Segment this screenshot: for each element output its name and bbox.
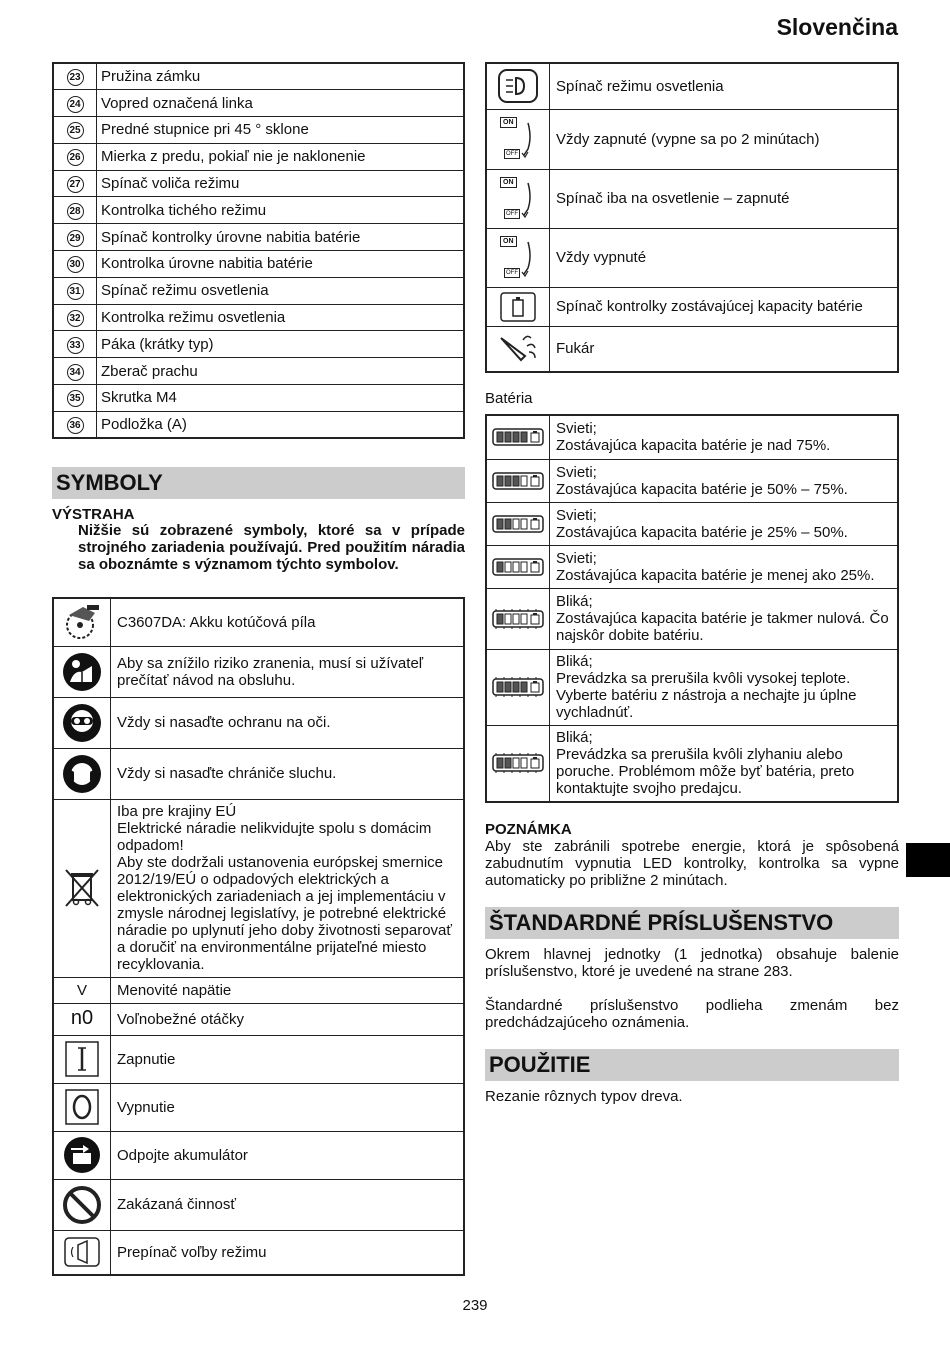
battery-description-line: Svieti; bbox=[556, 420, 597, 438]
light-mode-table bbox=[485, 62, 899, 373]
symbol-description-line: Elektrické náradie nelikvidujte spolu s domácim odpadom! bbox=[117, 820, 432, 854]
battery-2-icon bbox=[487, 514, 549, 534]
battery-row bbox=[486, 545, 898, 588]
part-number-badge: 35 bbox=[67, 390, 84, 407]
part-number-badge: 23 bbox=[67, 69, 84, 86]
light-mode-label: Vždy vypnuté bbox=[550, 228, 899, 287]
on-label: ON bbox=[500, 177, 517, 188]
part-label: Pružina zámku bbox=[97, 63, 465, 90]
battery-row bbox=[486, 415, 898, 459]
off-label: OFF bbox=[506, 210, 518, 217]
battery-table bbox=[485, 414, 899, 803]
circular-saw-icon bbox=[54, 601, 110, 643]
battery-blink-all-icon bbox=[487, 677, 549, 697]
language-title: Slovenčina bbox=[776, 14, 898, 40]
battery-description bbox=[550, 588, 899, 649]
battery-description-line: Svieti; bbox=[556, 506, 597, 524]
part-number-badge: 24 bbox=[67, 96, 84, 113]
parts-row bbox=[53, 63, 464, 90]
parts-row bbox=[53, 304, 464, 331]
symbol-description bbox=[111, 748, 465, 799]
part-number-badge: 26 bbox=[67, 149, 84, 166]
part-label: Skrutka M4 bbox=[97, 385, 465, 412]
light-mode-label: Spínač kontrolky zostávajúcej kapacity batérie bbox=[550, 287, 899, 326]
part-number-badge: 27 bbox=[67, 176, 84, 193]
parts-row bbox=[53, 251, 464, 278]
read-manual-icon bbox=[54, 652, 110, 692]
on-off-icon bbox=[498, 234, 538, 282]
symbol-row bbox=[53, 1035, 464, 1083]
light-mode-label: Spínač iba na osvetlenie – zapnuté bbox=[550, 169, 899, 228]
part-number-badge: 34 bbox=[67, 364, 84, 381]
symbol-row bbox=[53, 1230, 464, 1275]
part-label: Vopred označená linka bbox=[97, 90, 465, 117]
battery-blink-fault-icon bbox=[487, 753, 549, 773]
symbol-description-line: Vždy si nasaďte ochranu na oči. bbox=[117, 714, 331, 731]
eye-protection-icon bbox=[54, 703, 110, 743]
symbol-row bbox=[53, 697, 464, 748]
part-number-badge: 28 bbox=[67, 203, 84, 220]
battery-4-icon bbox=[487, 427, 549, 447]
part-number-badge: 25 bbox=[67, 122, 84, 139]
symbol-row bbox=[53, 646, 464, 697]
accessories-paragraph-1: Okrem hlavnej jednotky (1 jednotka) obsahuje balenie príslušenstvo, ktoré je uvedené na strane 283. bbox=[485, 946, 899, 980]
power-off-icon bbox=[54, 1089, 110, 1125]
usage-heading: POUŽITIE bbox=[485, 1049, 899, 1081]
battery-description-line: Bliká; bbox=[556, 729, 593, 747]
battery-description-line: Svieti; bbox=[556, 549, 597, 567]
battery-row bbox=[486, 649, 898, 725]
part-number-badge: 30 bbox=[67, 256, 84, 273]
parts-row bbox=[53, 197, 464, 224]
weee-bin-icon bbox=[54, 866, 110, 910]
symbol-description-line: Odpojte akumulátor bbox=[117, 1146, 248, 1164]
part-label: Páka (krátky typ) bbox=[97, 331, 465, 358]
battery-description bbox=[550, 545, 899, 588]
warning-text: Nižšie sú zobrazené symboly, ktoré sa v prípade strojného zariadenia používajú. Pred použitím náradia sa oboznámte s významom týchto symbolov. bbox=[78, 522, 465, 573]
symbol-row bbox=[53, 1131, 464, 1179]
blower-icon bbox=[487, 332, 549, 366]
symbol-row bbox=[53, 977, 464, 1003]
part-label: Spínač režimu osvetlenia bbox=[97, 277, 465, 304]
parts-row bbox=[53, 117, 464, 144]
symbol-description-line: Zakázaná činnosť bbox=[117, 1196, 237, 1213]
note-title: POZNÁMKA bbox=[485, 821, 572, 838]
symbol-description bbox=[111, 1003, 465, 1035]
ear-protection-icon bbox=[54, 754, 110, 794]
accessories-paragraph-2: Štandardné príslušenstvo podlieha zmenám bez predchádzajúceho oznámenia. bbox=[485, 997, 899, 1031]
part-number-badge: 33 bbox=[67, 337, 84, 354]
symbol-row bbox=[53, 799, 464, 977]
light-mode-row bbox=[486, 63, 898, 109]
part-number-badge: 36 bbox=[67, 417, 84, 434]
on-label: ON bbox=[500, 236, 517, 247]
battery-description-line: Zostávajúca kapacita batérie je menej ako 25%. bbox=[556, 566, 875, 584]
light-mode-label: Fukár bbox=[550, 326, 899, 372]
symbol-description-line: Voľnobežné otáčky bbox=[117, 1010, 244, 1028]
battery-description bbox=[550, 415, 899, 459]
symbol-description bbox=[111, 697, 465, 748]
symbol-description bbox=[111, 1131, 465, 1179]
light-mode-row bbox=[486, 326, 898, 372]
part-label: Spínač voliča režimu bbox=[97, 170, 465, 197]
symbol-row bbox=[53, 598, 464, 646]
parts-row bbox=[53, 358, 464, 385]
battery-description bbox=[550, 459, 899, 502]
part-number-badge: 29 bbox=[67, 230, 84, 247]
light-mode-row bbox=[486, 228, 898, 287]
symbol-description-line: C3607DA: Akku kotúčová píla bbox=[117, 613, 316, 631]
part-label: Predné stupnice pri 45 ° sklone bbox=[97, 117, 465, 144]
light-mode-row bbox=[486, 169, 898, 228]
parts-row bbox=[53, 331, 464, 358]
on-label: ON bbox=[500, 117, 517, 128]
part-label: Kontrolka úrovne nabitia batérie bbox=[97, 251, 465, 278]
switch-arrow-icon bbox=[498, 115, 538, 163]
part-number-badge: 32 bbox=[67, 310, 84, 327]
battery-row bbox=[486, 502, 898, 545]
prohibited-icon bbox=[54, 1185, 110, 1225]
parts-row bbox=[53, 411, 464, 438]
battery-1-icon bbox=[487, 557, 549, 577]
parts-row bbox=[53, 90, 464, 117]
off-label: OFF bbox=[506, 151, 518, 157]
symbols-table bbox=[52, 597, 465, 1276]
symbol-description-line: Aby sa znížilo riziko zranenia, musí si užívateľ prečítať návod na obsluhu. bbox=[117, 654, 424, 689]
light-mode-label: Vždy zapnuté (vypne sa po 2 minútach) bbox=[550, 109, 899, 169]
symbol-description bbox=[111, 598, 465, 646]
symbol-row bbox=[53, 1003, 464, 1035]
battery-3-icon bbox=[487, 471, 549, 491]
battery-description-line: Zostávajúca kapacita batérie je nad 75%. bbox=[556, 437, 831, 455]
parts-row bbox=[53, 277, 464, 304]
switch-arrow-icon bbox=[498, 234, 538, 282]
on-off-icon bbox=[498, 115, 538, 163]
mode-switch-icon bbox=[54, 1237, 110, 1267]
page-number: 239 bbox=[462, 1297, 488, 1314]
symbol-description bbox=[111, 1179, 465, 1230]
parts-row bbox=[53, 143, 464, 170]
light-mode-label: Spínač režimu osvetlenia bbox=[550, 63, 899, 109]
battery-description-line: Zostávajúca kapacita batérie je 50% – 75%. bbox=[556, 480, 848, 498]
symbol-description-line: Iba pre krajiny EÚ bbox=[117, 803, 237, 820]
light-mode-row bbox=[486, 109, 898, 169]
power-on-icon bbox=[54, 1041, 110, 1077]
light-mode-icon bbox=[487, 69, 549, 103]
symbol-description bbox=[111, 799, 465, 977]
switch-arrow-icon bbox=[498, 175, 538, 223]
symbol-description bbox=[111, 646, 465, 697]
symbol-description-line: Menovité napätie bbox=[117, 981, 232, 999]
symbols-heading: SYMBOLY bbox=[52, 467, 465, 499]
part-label: Spínač kontrolky úrovne nabitia batérie bbox=[97, 224, 465, 251]
parts-list-table bbox=[52, 62, 465, 439]
part-label: Kontrolka tichého režimu bbox=[97, 197, 465, 224]
battery-description-line: Zostávajúca kapacita batérie je takmer nulová. Čo najskôr dobite batériu. bbox=[556, 610, 889, 644]
battery-description-line: Bliká; bbox=[556, 653, 593, 670]
off-label: OFF bbox=[506, 269, 518, 276]
symbol-description bbox=[111, 977, 465, 1003]
symbol-text-icon: V bbox=[76, 981, 87, 999]
symbol-description bbox=[111, 1083, 465, 1131]
battery-description-line: Svieti; bbox=[556, 463, 597, 481]
battery-description bbox=[550, 502, 899, 545]
battery-check-icon bbox=[487, 292, 549, 322]
light-mode-row bbox=[486, 287, 898, 326]
symbol-text-icon: n0 bbox=[70, 1007, 94, 1029]
symbol-description-line: Vypnutie bbox=[117, 1098, 175, 1116]
symbol-row bbox=[53, 748, 464, 799]
warning-title: VÝSTRAHA bbox=[52, 506, 135, 523]
part-label: Kontrolka režimu osvetlenia bbox=[97, 304, 465, 331]
battery-description-line: Zostávajúca kapacita batérie je 25% – 50%. bbox=[556, 523, 848, 541]
battery-blink-icon bbox=[487, 609, 549, 629]
usage-text: Rezanie rôznych typov dreva. bbox=[485, 1088, 683, 1105]
disconnect-battery-icon bbox=[54, 1136, 110, 1174]
battery-description-line: Bliká; bbox=[556, 593, 593, 610]
section-tab-marker bbox=[906, 843, 950, 877]
battery-title: Batéria bbox=[485, 390, 533, 407]
battery-description-line: Prevádzka sa prerušila kvôli vysokej teplote. Vyberte batériu z nástroja a nechajte ju úplne vychladnúť. bbox=[556, 670, 857, 721]
part-label: Podložka (A) bbox=[97, 411, 465, 438]
part-label: Mierka z predu, pokiaľ nie je naklonenie bbox=[97, 143, 465, 170]
on-off-icon bbox=[498, 175, 538, 223]
part-number-badge: 31 bbox=[67, 283, 84, 300]
battery-description-line: Prevádzka sa prerušila kvôli zlyhaniu alebo poruche. Problémom môže byť batéria, preto kontaktujte svojho predajcu. bbox=[556, 746, 855, 798]
symbol-description-line: Aby ste dodržali ustanovenia európskej smernice 2012/19/EÚ o odpadových elektrických a elektronických zariadeniach a jej implementáciu v zmysle národnej legislatívy, je potrebné elektrické náradie po uplynutí jeho doby životnosti separovať a doručiť na environmentálne prijateľné miesto recyklovania. bbox=[117, 854, 453, 973]
symbol-description bbox=[111, 1035, 465, 1083]
accessories-heading: ŠTANDARDNÉ PRÍSLUŠENSTVO bbox=[485, 907, 899, 939]
battery-row bbox=[486, 459, 898, 502]
note-text: Aby ste zabránili spotrebe energie, ktorá je spôsobená zabudnutím vypnutia LED kontrolky, kontrolka sa vypne automaticky po približne 2 minútach. bbox=[485, 838, 899, 889]
parts-row bbox=[53, 385, 464, 412]
parts-row bbox=[53, 170, 464, 197]
symbol-description-line: Vždy si nasaďte chrániče sluchu. bbox=[117, 765, 337, 782]
battery-row bbox=[486, 588, 898, 649]
symbol-description-line: Zapnutie bbox=[117, 1050, 176, 1068]
battery-row bbox=[486, 725, 898, 802]
symbol-row bbox=[53, 1083, 464, 1131]
battery-description bbox=[550, 649, 899, 725]
symbol-row bbox=[53, 1179, 464, 1230]
battery-description bbox=[550, 725, 899, 802]
part-label: Zberač prachu bbox=[97, 358, 465, 385]
parts-row bbox=[53, 224, 464, 251]
symbol-description bbox=[111, 1230, 465, 1275]
symbol-description-line: Prepínač voľby režimu bbox=[117, 1243, 267, 1261]
